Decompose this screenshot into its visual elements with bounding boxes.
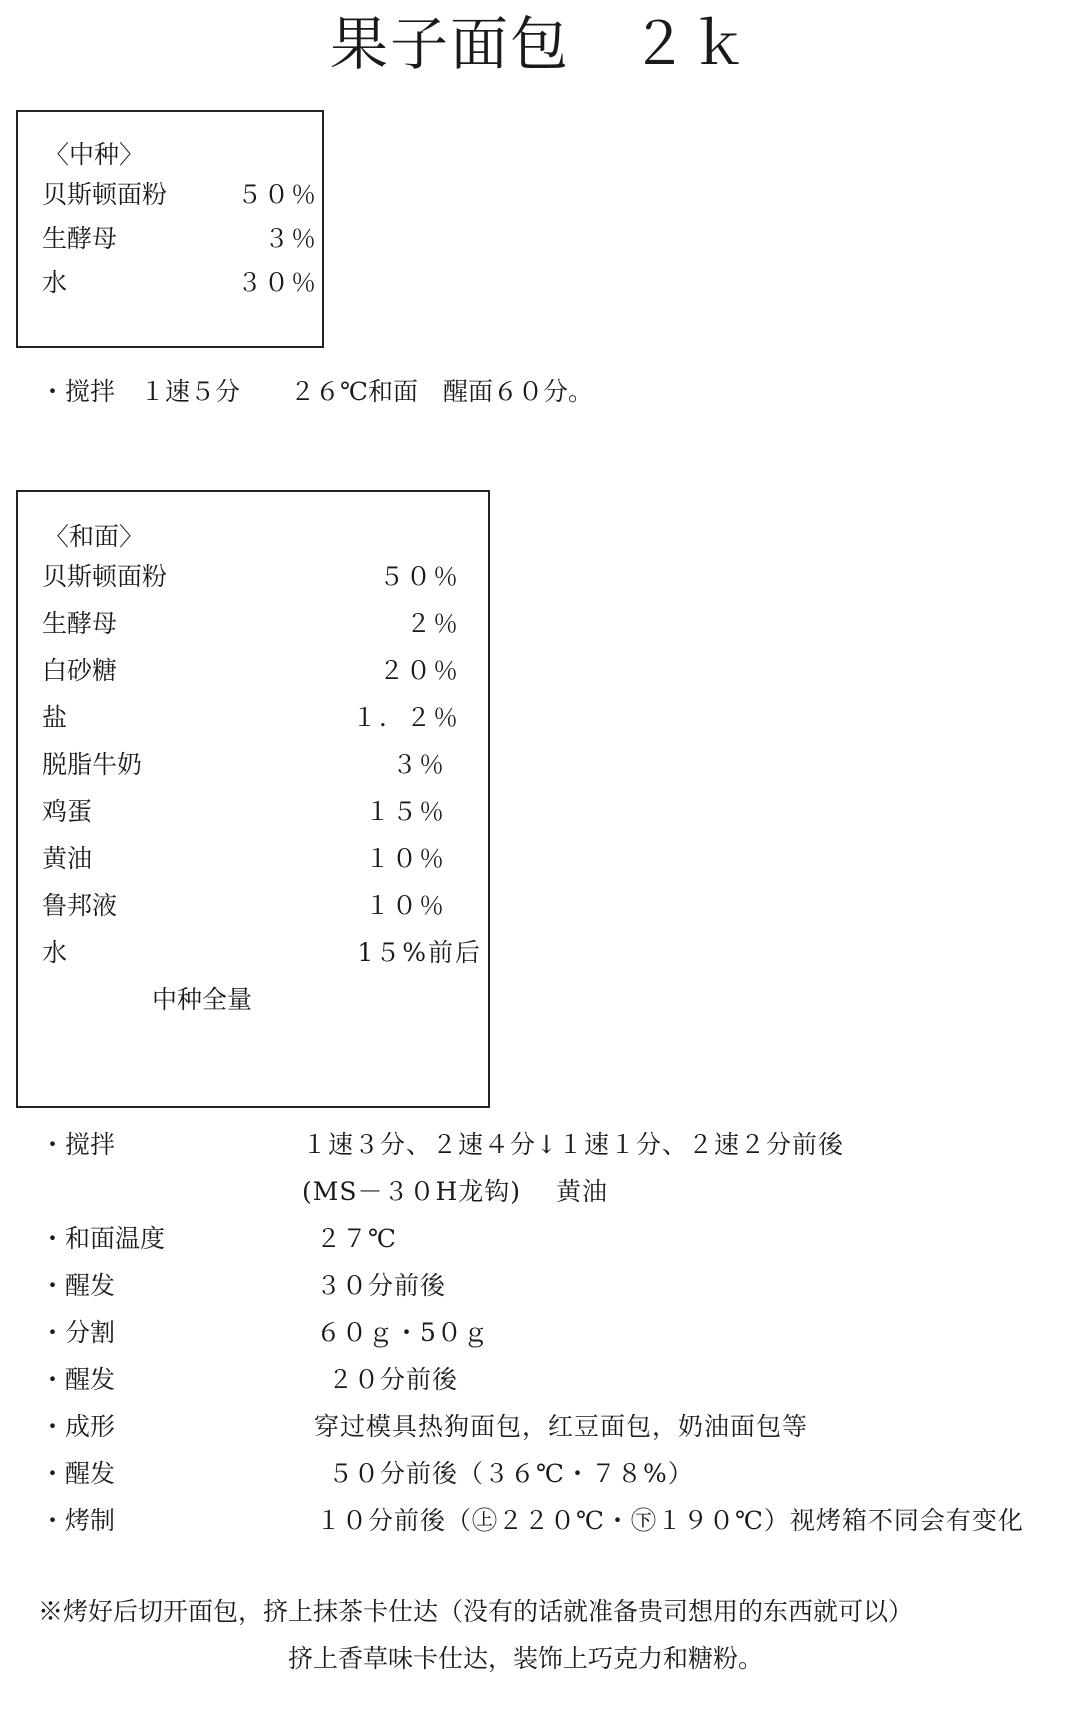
dough-row — [42, 886, 482, 926]
sponge-box-title: 〈中种〉 — [44, 140, 145, 169]
dough-row — [42, 604, 482, 644]
step-label: ・醒发 — [40, 1459, 116, 1488]
process-step — [40, 1501, 1070, 1541]
ingredient-name: 贝斯顿面粉 — [42, 562, 168, 591]
process-step — [40, 1172, 1070, 1212]
ingredient-name: 鸡蛋 — [42, 797, 93, 826]
step-value: ３０分前後 — [316, 1271, 447, 1300]
ingredient-name: 贝斯顿面粉 — [42, 180, 168, 209]
process-step — [40, 1360, 1070, 1400]
ingredient-percent: ２０％ — [378, 656, 460, 685]
ingredient-percent: １０％ — [364, 891, 446, 920]
step-label: ・分割 — [40, 1318, 116, 1347]
step-label: ・醒发 — [40, 1271, 116, 1300]
ingredient-percent: ５０％ — [236, 180, 318, 209]
ingredient-percent: ２％ — [405, 609, 460, 638]
process-step — [40, 1219, 1070, 1259]
ingredient-percent: １０％ — [364, 844, 446, 873]
ingredient-percent: ３０％ — [236, 268, 318, 297]
dough-row — [42, 651, 482, 691]
dough-ingredients-box — [16, 490, 490, 1108]
page-title: 果子面包 ２ｋ — [329, 10, 750, 78]
step-value: ６０ｇ・5０ｇ — [316, 1318, 489, 1347]
process-step — [40, 1454, 1070, 1494]
process-step — [40, 1407, 1070, 1447]
ingredient-name: 黄油 — [42, 844, 93, 873]
ingredient-name: 生酵母 — [42, 224, 118, 253]
footnote-line-2: 挤上香草味卡仕达，装饰上巧克力和糖粉。 — [288, 1644, 764, 1673]
step-label: ・醒发 — [40, 1365, 116, 1394]
dough-row — [42, 557, 482, 597]
ingredient-percent: ３％ — [263, 224, 318, 253]
ingredient-name: 盐 — [42, 703, 68, 732]
dough-sponge-note: 中种全量 — [152, 985, 253, 1014]
ingredient-percent: ３％ — [391, 750, 446, 779]
step-label: ・成形 — [40, 1412, 116, 1441]
step-label: ・烤制 — [40, 1506, 116, 1535]
step-label: ・搅拌 — [40, 1130, 116, 1159]
footnote-line-1: ※烤好后切开面包，挤上抹茶卡仕达（没有的话就准备贵司想用的东西就可以） — [38, 1597, 914, 1626]
sponge-row — [42, 219, 318, 259]
step-value: １０分前後（㊤２２０℃・㊦１９０℃）视烤箱不同会有变化 — [316, 1506, 1024, 1535]
step-value: ５０分前後（３６℃・７８%） — [328, 1459, 694, 1488]
ingredient-percent: １５％ — [364, 797, 446, 826]
ingredient-percent: 1５%前后 — [357, 938, 482, 967]
ingredient-name: 脱脂牛奶 — [42, 750, 143, 779]
process-step — [40, 1313, 1070, 1353]
sponge-row — [42, 175, 318, 215]
step-value: １速３分、２速４分↓１速１分、２速２分前後 — [302, 1130, 844, 1159]
ingredient-name: 白砂糖 — [42, 656, 118, 685]
ingredient-percent: ５０％ — [378, 562, 460, 591]
sponge-row — [42, 263, 318, 303]
dough-row — [42, 698, 482, 738]
process-step — [40, 1125, 1070, 1165]
ingredient-name: 鲁邦液 — [42, 891, 118, 920]
step-value: (MS－３０H龙钩) 黄油 — [302, 1177, 608, 1206]
dough-row — [42, 792, 482, 832]
sponge-mixing-note: ・搅拌 １速５分 ２６℃和面 醒面６０分。 — [40, 377, 593, 406]
dough-row — [42, 839, 482, 879]
step-label: ・和面温度 — [40, 1224, 166, 1253]
step-value: ２７℃ — [316, 1224, 397, 1253]
ingredient-name: 生酵母 — [42, 609, 118, 638]
dough-box-title: 〈和面〉 — [44, 522, 145, 551]
ingredient-name: 水 — [42, 268, 68, 297]
dough-row — [42, 933, 482, 973]
dough-row — [42, 745, 482, 785]
ingredient-percent: １．２％ — [351, 703, 460, 732]
step-value: 穿过模具热狗面包，红豆面包，奶油面包等 — [314, 1412, 809, 1441]
process-step — [40, 1266, 1070, 1306]
ingredient-name: 水 — [42, 938, 68, 967]
sponge-ingredients-box — [16, 110, 324, 348]
step-value: ２０分前後 — [328, 1365, 459, 1394]
